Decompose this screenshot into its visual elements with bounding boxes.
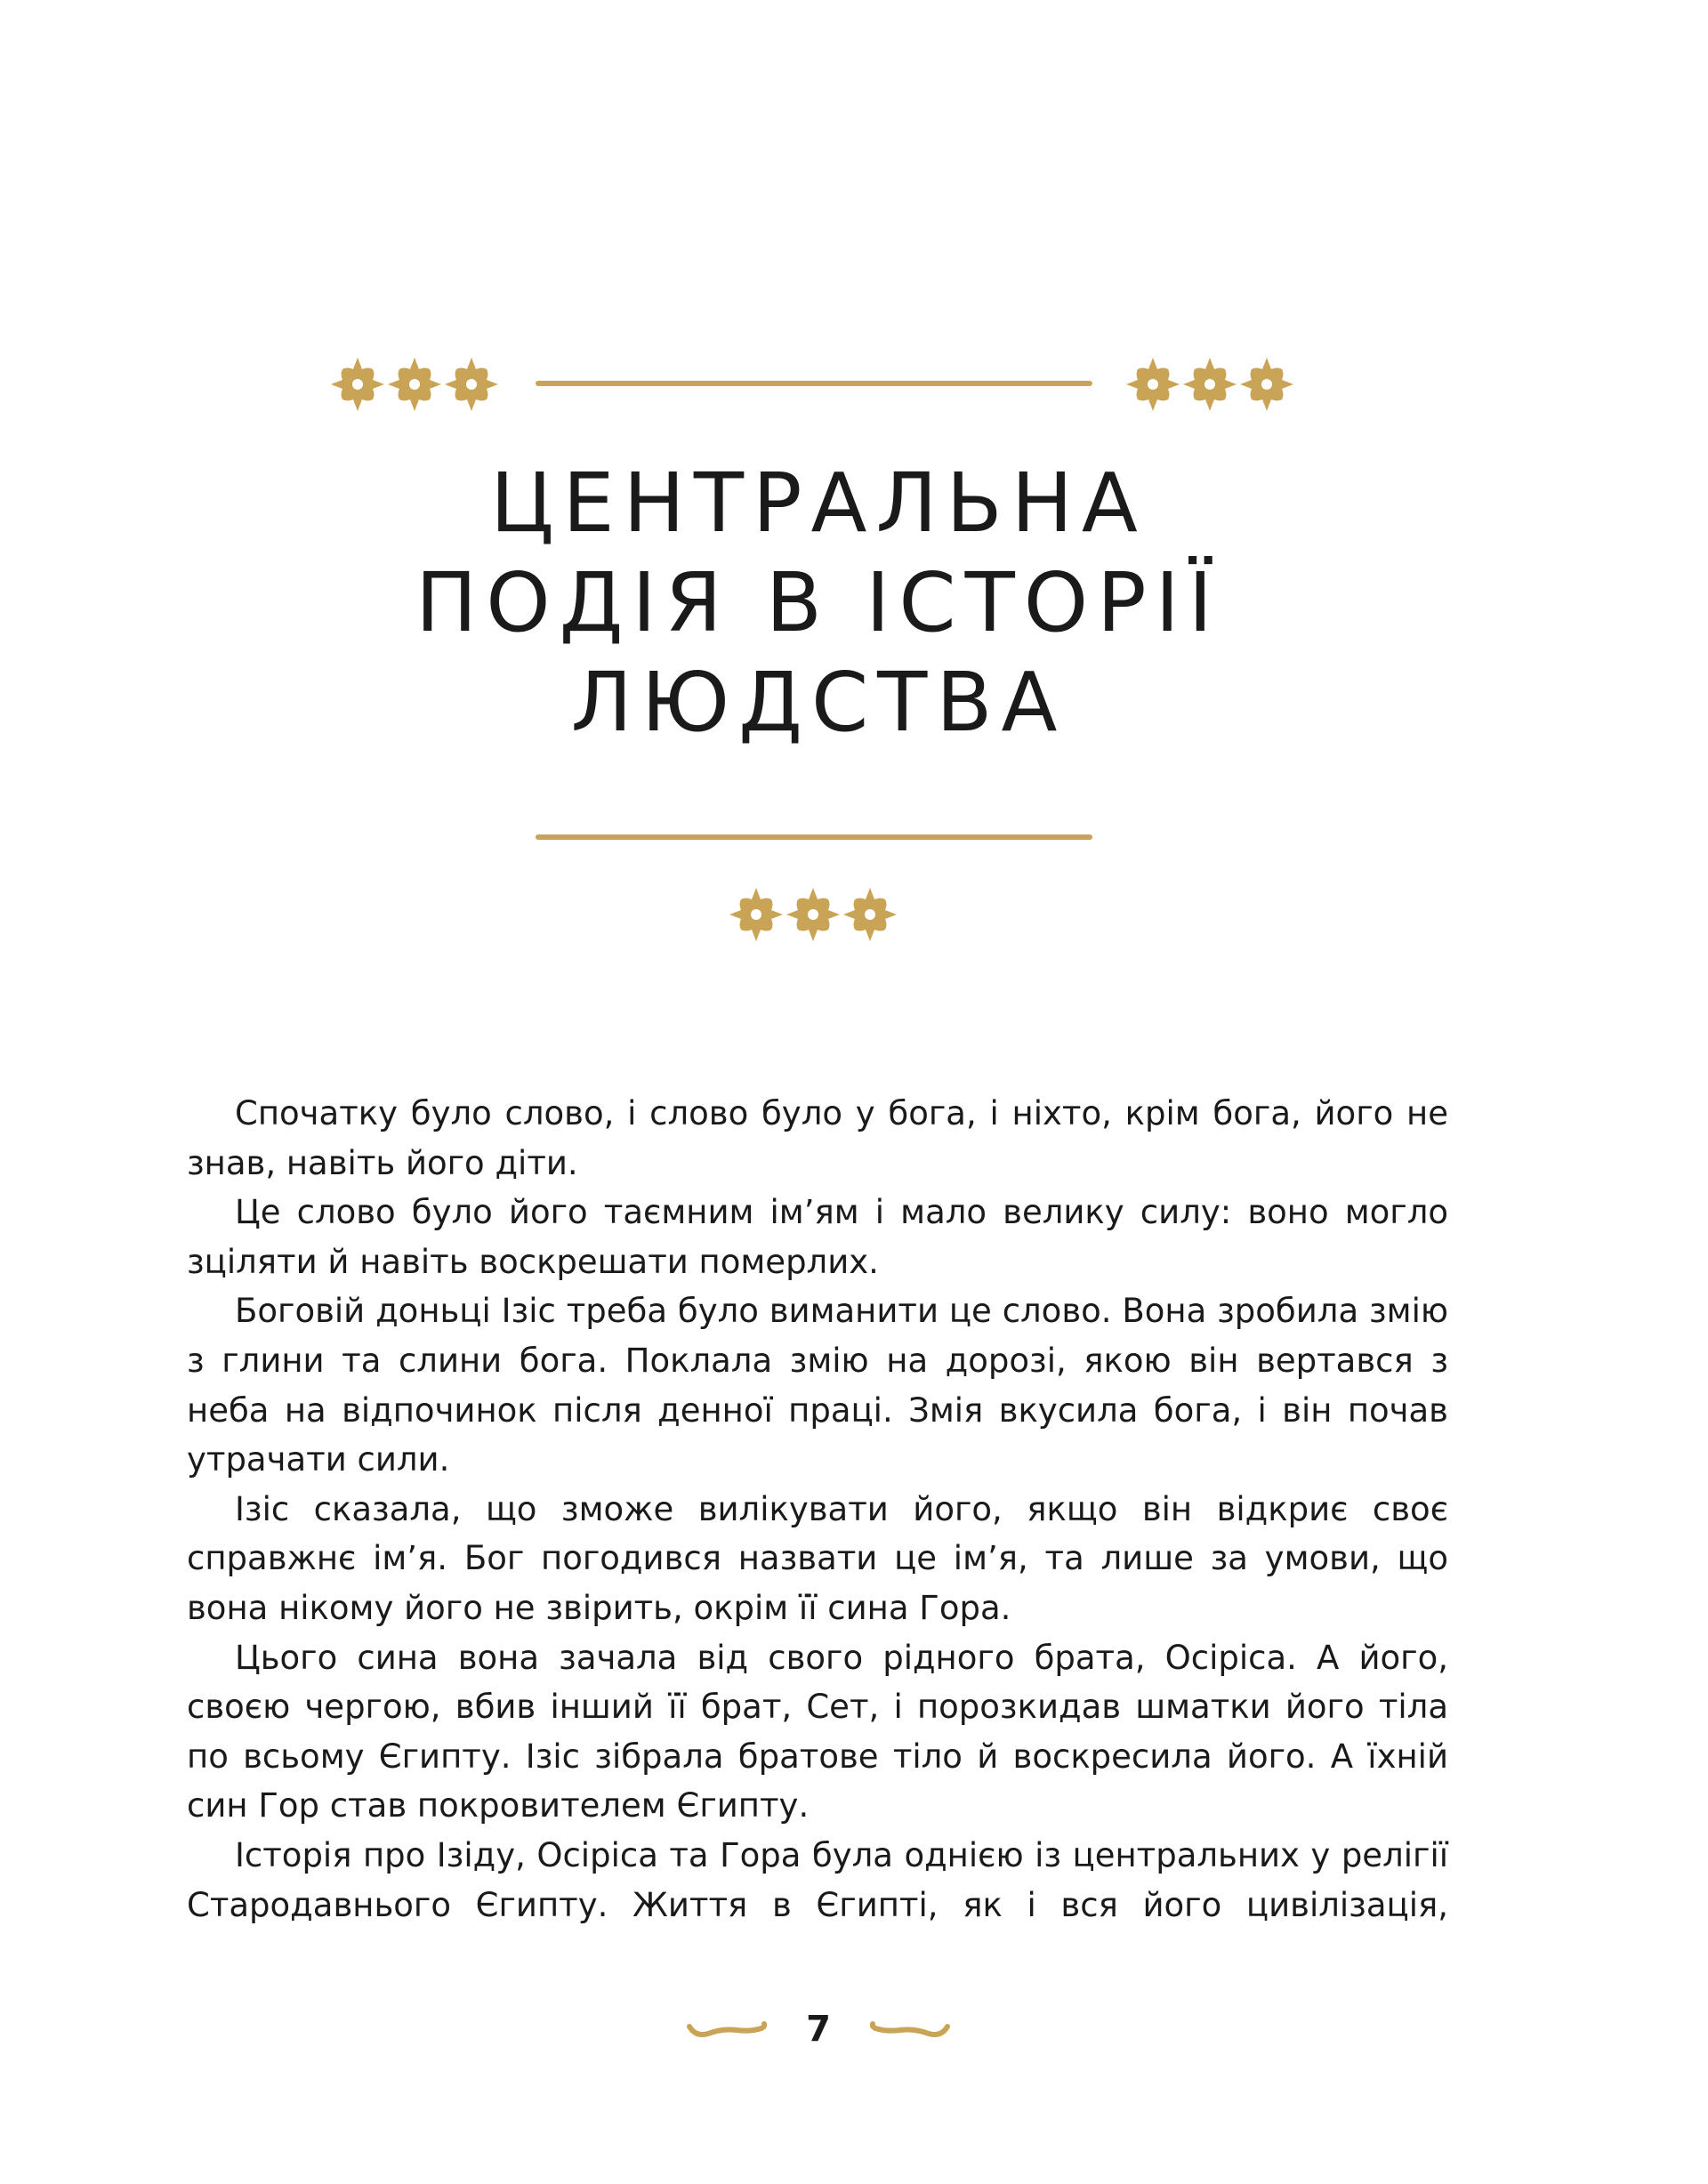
gold-star-flower-icon [1124, 356, 1181, 413]
page-number: 7 [806, 2009, 831, 2050]
bottom-divider-line [536, 834, 1092, 840]
page-footer [0, 2009, 1637, 2050]
chapter-title [0, 454, 1637, 753]
top-left-ornaments [329, 356, 500, 413]
chapter-title-line: ЦЕНТРАЛЬНА [490, 455, 1147, 551]
chapter-title-line: ЛЮДСТВА [570, 655, 1067, 750]
gold-star-flower-icon [1181, 356, 1238, 413]
top-divider-line [536, 381, 1092, 386]
swash-icon [687, 2016, 767, 2043]
body-paragraph: Це слово було його таємним ім’ям і мало велику силу: воно могло зціляти й навіть воскрешати померлих. [187, 1193, 1448, 1281]
bottom-ornaments [728, 886, 898, 943]
gold-star-flower-icon [785, 886, 842, 943]
gold-star-flower-icon [842, 886, 898, 943]
body-paragraph: Боговій доньці Ізіс треба було виманити це слово. Вона зробила змію з глини та слини бога. Поклала змію на дорозі, якою він вертався з неба на відпочинок після денної праці. Змія вкусила бога, і він почав утрачати сили. [187, 1292, 1448, 1479]
gold-star-flower-icon [329, 356, 386, 413]
body-paragraph: Історія про Ізіду, Осіріса та Гора була однією із центральних у релігії Стародавнього Єгипту. Життя в Єгипті, як і вся його цивілізація, [187, 1835, 1448, 1924]
body-paragraph: Ізіс сказала, що зможе вилікувати його, якщо він відкриє своє справжнє ім’я. Бог погодився назвати це ім’я, та лише за умови, що вона нікому його не звірить, окрім її сина Гора. [187, 1489, 1448, 1627]
gold-star-flower-icon [728, 886, 785, 943]
gold-star-flower-icon [1238, 356, 1295, 413]
body-text [187, 1089, 1448, 1930]
gold-star-flower-icon [443, 356, 500, 413]
body-paragraph: Спочатку було слово, і слово було у бога, і ніхто, крім бога, його не знав, навіть його діти. [187, 1094, 1448, 1182]
swash-icon [870, 2016, 950, 2043]
body-paragraph: Цього сина вона зачала від свого рідного брата, Осіріса. А його, своєю чергою, вбив інший її брат, Сет, і порозкидав шматки його тіла по всьому Єгипту. Ізіс зібрала братове тіло й воскресила його. А їхній син Гор став покровителем Єгипту. [187, 1638, 1448, 1825]
gold-star-flower-icon [386, 356, 443, 413]
chapter-title-line: ПОДІЯ В ІСТОРІЇ [415, 555, 1221, 650]
top-right-ornaments [1124, 356, 1295, 413]
